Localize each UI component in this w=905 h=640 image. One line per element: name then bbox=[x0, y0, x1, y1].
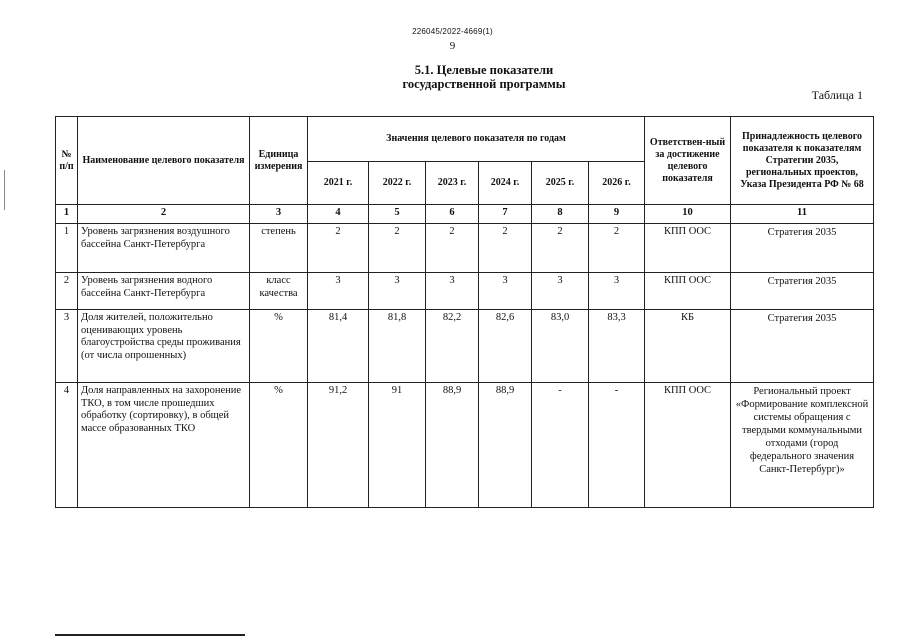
header-unit: Единица измерения bbox=[250, 117, 308, 205]
value-2022: 2 bbox=[369, 224, 426, 273]
header-year: 2023 г. bbox=[426, 162, 479, 205]
bottom-rule bbox=[55, 634, 245, 636]
value-2023: 88,9 bbox=[426, 383, 479, 508]
table-row bbox=[56, 273, 874, 310]
header-year: 2025 г. bbox=[532, 162, 589, 205]
value-2025: 3 bbox=[532, 273, 589, 310]
relation: Стратегия 2035 bbox=[731, 224, 874, 273]
header-relation: Принадлежность целевого показателя к показателям Стратегии 2035, региональных проектов, Указа Президента РФ № 68 bbox=[731, 117, 874, 205]
value-2025: - bbox=[532, 383, 589, 508]
value-2021: 91,2 bbox=[308, 383, 369, 508]
column-number: 11 bbox=[731, 205, 874, 224]
indicator-name: Уровень загрязнения воздушного бассейна Санкт-Петербурга bbox=[78, 224, 250, 273]
table-row bbox=[56, 310, 874, 383]
page-number: 9 bbox=[449, 40, 456, 52]
row-number: 4 bbox=[56, 383, 78, 508]
document-id: 226045/2022-4669(1) bbox=[412, 27, 493, 36]
indicator-name: Доля направленных на захоронение ТКО, в том числе прошедших обработку (сортировку), в общей массе образованных ТКО bbox=[78, 383, 250, 508]
column-number: 4 bbox=[308, 205, 369, 224]
header-year: 2022 г. bbox=[369, 162, 426, 205]
table-row bbox=[56, 224, 874, 273]
relation: Стратегия 2035 bbox=[731, 273, 874, 310]
section-title: 5.1. Целевые показатели государственной программы bbox=[402, 63, 566, 91]
targets-table bbox=[55, 116, 874, 508]
value-2026: 2 bbox=[589, 224, 645, 273]
value-2026: 83,3 bbox=[589, 310, 645, 383]
margin-mark bbox=[4, 170, 5, 210]
column-number: 10 bbox=[645, 205, 731, 224]
value-2025: 83,0 bbox=[532, 310, 589, 383]
row-number: 3 bbox=[56, 310, 78, 383]
header-num: № п/п bbox=[56, 117, 78, 205]
indicator-name: Уровень загрязнения водного бассейна Санкт-Петербурга bbox=[78, 273, 250, 310]
header-year: 2024 г. bbox=[479, 162, 532, 205]
table-caption: Таблица 1 bbox=[811, 88, 863, 102]
value-2021: 3 bbox=[308, 273, 369, 310]
row-number: 1 bbox=[56, 224, 78, 273]
value-2024: 3 bbox=[479, 273, 532, 310]
column-number: 6 bbox=[426, 205, 479, 224]
column-number: 8 bbox=[532, 205, 589, 224]
column-number: 3 bbox=[250, 205, 308, 224]
column-number: 7 bbox=[479, 205, 532, 224]
header-name: Наименование целевого показателя bbox=[78, 117, 250, 205]
responsible: КПП ООС bbox=[645, 383, 731, 508]
responsible: КПП ООС bbox=[645, 224, 731, 273]
value-2024: 88,9 bbox=[479, 383, 532, 508]
column-number-row bbox=[56, 205, 874, 224]
value-2026: 3 bbox=[589, 273, 645, 310]
table-row bbox=[56, 383, 874, 508]
value-2021: 81,4 bbox=[308, 310, 369, 383]
relation: Региональный проект «Формирование комплексной системы обращения с твердыми коммунальными отходами (город федерального значения Санкт-Петербург)» bbox=[731, 383, 874, 508]
value-2022: 91 bbox=[369, 383, 426, 508]
value-2026: - bbox=[589, 383, 645, 508]
indicator-name: Доля жителей, положительно оценивающих уровень благоустройства среды проживания (от числа опрошенных) bbox=[78, 310, 250, 383]
value-2024: 82,6 bbox=[479, 310, 532, 383]
responsible: КБ bbox=[645, 310, 731, 383]
indicator-unit: % bbox=[250, 310, 308, 383]
header-responsible: Ответствен-ный за достижение целевого показателя bbox=[645, 117, 731, 205]
value-2021: 2 bbox=[308, 224, 369, 273]
header-year: 2021 г. bbox=[308, 162, 369, 205]
value-2023: 3 bbox=[426, 273, 479, 310]
column-number: 5 bbox=[369, 205, 426, 224]
indicator-unit: % bbox=[250, 383, 308, 508]
value-2022: 3 bbox=[369, 273, 426, 310]
value-2024: 2 bbox=[479, 224, 532, 273]
indicator-unit: степень bbox=[250, 224, 308, 273]
header-values-group: Значения целевого показателя по годам bbox=[308, 117, 645, 162]
responsible: КПП ООС bbox=[645, 273, 731, 310]
column-number: 2 bbox=[78, 205, 250, 224]
relation: Стратегия 2035 bbox=[731, 310, 874, 383]
value-2022: 81,8 bbox=[369, 310, 426, 383]
value-2023: 82,2 bbox=[426, 310, 479, 383]
value-2025: 2 bbox=[532, 224, 589, 273]
value-2023: 2 bbox=[426, 224, 479, 273]
column-number: 9 bbox=[589, 205, 645, 224]
row-number: 2 bbox=[56, 273, 78, 310]
header-year: 2026 г. bbox=[589, 162, 645, 205]
indicator-unit: класс качества bbox=[250, 273, 308, 310]
column-number: 1 bbox=[56, 205, 78, 224]
